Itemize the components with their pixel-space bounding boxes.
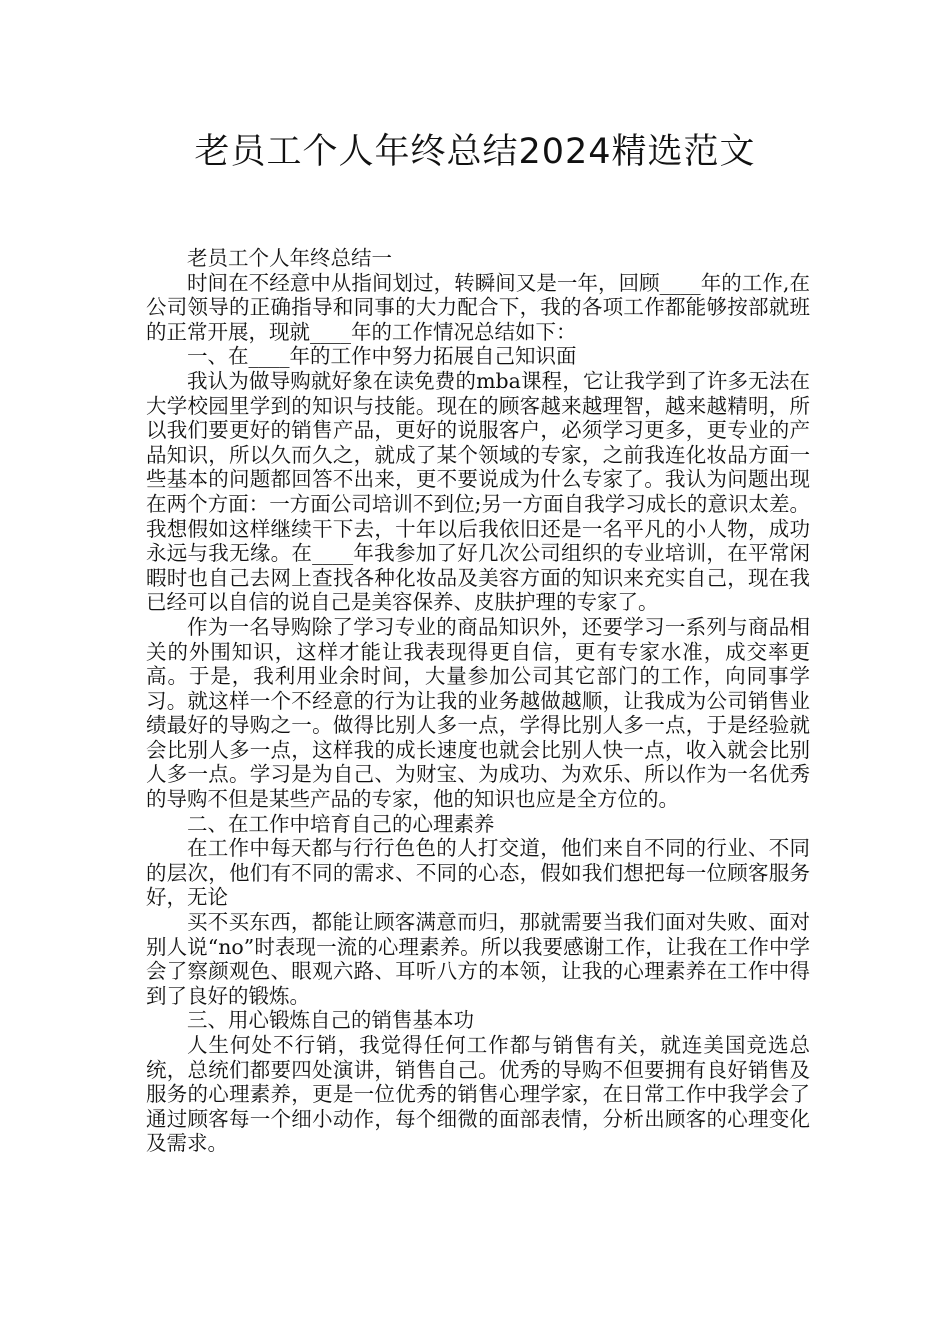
document-title: 老员工个人年终总结2024精选范文: [194, 132, 756, 172]
body-paragraph: 时间在不经意中从指间划过，转瞬间又是一年，回顾____年的工作,在公司领导的正确指导和同事的大力配合下，我的各项工作都能够按部就班的正常开展，现就____年的工作情况总结如下：: [146, 270, 810, 344]
section-heading: 三、用心锻炼自己的销售基本功: [187, 1008, 474, 1033]
section-heading: 二、在工作中培育自己的心理素养: [187, 811, 495, 836]
document-body: [146, 246, 810, 1156]
body-paragraph: 买不买东西，都能让顾客满意而归，那就需要当我们面对失败、面对别人说“no”时表现一流的心理素养。所以我要感谢工作，让我在工作中学会了察颜观色、眼观六路、耳听八方的本领，让我的心理素养在工作中得到了良好的锻炼。: [146, 910, 810, 1008]
section-heading: 老员工个人年终总结一: [187, 246, 392, 270]
body-paragraph: 作为一名导购除了学习专业的商品知识外，还要学习一系列与商品相关的外围知识，这样才能让我表现得更自信，更有专家水准，成交率更高。于是，我利用业余时间，大量参加公司其它部门的工作，向同事学习。就这样一个不经意的行为让我的业务越做越顺，让我成为公司销售业绩最好的导购之一。做得比别人多一点，学得比别人多一点，于是经验就会比别人多一点，这样我的成长速度也就会比别人快一点，收入就会比别人多一点。学习是为自己、为财宝、为成功、为欢乐、所以作为一名优秀的导购不但是某些产品的专家，他的知识也应是全方位的。: [146, 614, 810, 812]
body-paragraph: 在工作中每天都与行行色色的人打交道，他们来自不同的行业、不同的层次，他们有不同的需求、不同的心态，假如我们想把每一位顾客服务好，无论: [146, 836, 810, 910]
body-paragraph: 人生何处不行销，我觉得任何工作都与销售有关，就连美国竞选总统，总统们都要四处演讲，销售自己。优秀的导购不但要拥有良好销售及服务的心理素养，更是一位优秀的销售心理学家，在日常工作中我学会了通过顾客每一个细小动作，每个细微的面部表情，分析出顾客的心理变化及需求。: [146, 1033, 810, 1156]
body-paragraph: 我认为做导购就好象在读免费的mba课程，它让我学到了许多无法在大学校园里学到的知识与技能。现在的顾客越来越理智，越来越精明，所以我们要更好的销售产品，更好的说服客户，必须学习更多，更专业的产品知识，所以久而久之，就成了某个领域的专家，之前我连化妆品方面一些基本的问题都回答不出来，更不要说成为什么专家了。我认为问题出现在两个方面：一方面公司培训不到位;另一方面自我学习成长的意识太差。我想假如这样继续干下去，十年以后我依旧还是一名平凡的小人物，成功永远与我无缘。在____年我参加了好几次公司组织的专业培训，在平常闲暇时也自己去网上查找各种化妆品及美容方面的知识来充实自己，现在我已经可以自信的说自己是美容保养、皮肤护理的专家了。: [146, 368, 810, 615]
section-heading: 一、在____年的工作中努力拓展自己知识面: [187, 344, 577, 369]
